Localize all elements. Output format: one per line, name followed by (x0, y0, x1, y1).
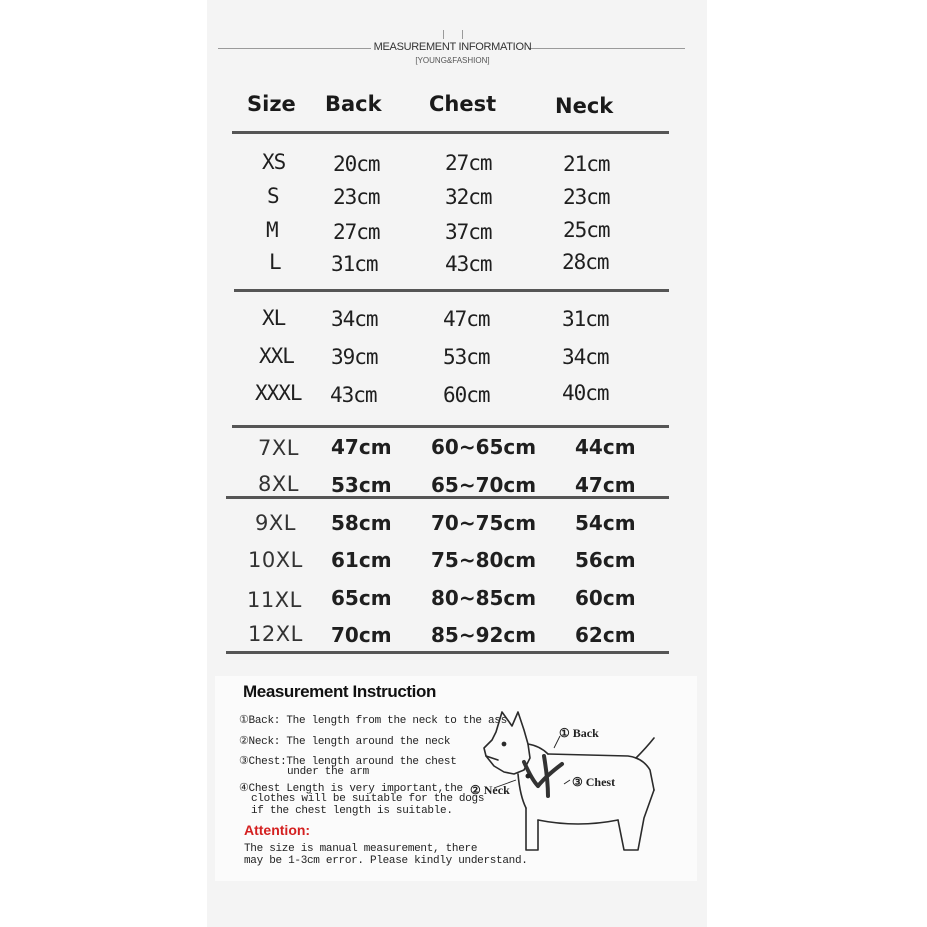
table-cell-neck: 23cm (563, 185, 610, 209)
table-cell-size: XS (262, 150, 286, 174)
table-cell-back: 53cm (331, 473, 392, 497)
table-cell-size: XXXL (255, 381, 302, 405)
table-cell-neck: 40cm (562, 381, 609, 405)
table-cell-size: 8XL (258, 472, 299, 496)
table-cell-back: 27cm (333, 220, 380, 244)
instruction-chest: ③Chest:The length around the chest (239, 756, 457, 768)
table-cell-chest: 60~65cm (431, 435, 537, 459)
header-line-left (218, 48, 371, 49)
table-cell-back: 43cm (330, 383, 377, 407)
header-line-right (528, 48, 685, 49)
table-rule-2 (232, 425, 669, 428)
col-header-neck: Neck (555, 94, 614, 118)
instruction-note-cont-2: if the chest length is suitable. (251, 805, 453, 817)
table-cell-chest: 47cm (443, 307, 490, 331)
attention-text-cont: may be 1-3cm error. Please kindly understand. (244, 855, 528, 867)
table-cell-back: 31cm (331, 252, 378, 276)
table-rule-header (232, 131, 669, 134)
instruction-note: ④Chest Length is very important,the (239, 783, 463, 795)
table-cell-chest: 32cm (445, 185, 492, 209)
table-cell-size: L (269, 250, 281, 274)
table-cell-size: M (266, 218, 278, 242)
table-cell-size: 9XL (255, 511, 296, 535)
instruction-chest-cont: under the arm (287, 766, 369, 778)
table-cell-neck: 34cm (562, 345, 609, 369)
table-cell-back: 61cm (331, 548, 392, 572)
instruction-note-cont: clothes will be suitable for the dogs (251, 793, 485, 805)
table-cell-chest: 80~85cm (431, 586, 537, 610)
table-cell-neck: 47cm (575, 473, 636, 497)
table-cell-chest: 85~92cm (431, 623, 537, 647)
table-cell-chest: 60cm (443, 383, 490, 407)
table-rule-1 (234, 289, 669, 292)
table-cell-neck: 60cm (575, 586, 636, 610)
header-tick-left (443, 30, 444, 39)
table-cell-chest: 75~80cm (431, 548, 537, 572)
table-cell-back: 20cm (333, 152, 380, 176)
table-cell-chest: 37cm (445, 220, 492, 244)
table-cell-chest: 53cm (443, 345, 490, 369)
table-cell-neck: 25cm (563, 218, 610, 242)
diagram-label-back: ① Back (559, 726, 599, 740)
table-cell-size: 7XL (258, 436, 299, 460)
table-cell-size: S (267, 184, 279, 208)
page-subtitle: [YOUNG&FASHION] (415, 56, 490, 65)
table-cell-back: 23cm (333, 185, 380, 209)
table-cell-size: XXL (259, 344, 294, 368)
table-cell-back: 34cm (331, 307, 378, 331)
table-cell-size: 10XL (248, 548, 303, 572)
table-cell-back: 70cm (331, 623, 392, 647)
table-cell-back: 58cm (331, 511, 392, 535)
table-cell-neck: 62cm (575, 623, 636, 647)
col-header-size: Size (247, 92, 296, 116)
instruction-back: ①Back: The length from the neck to the ass (239, 715, 507, 727)
attention-text: The size is manual measurement, there (244, 843, 478, 855)
table-cell-neck: 56cm (575, 548, 636, 572)
table-cell-back: 39cm (331, 345, 378, 369)
table-cell-size: XL (262, 306, 286, 330)
table-cell-chest: 43cm (445, 252, 492, 276)
table-cell-neck: 54cm (575, 511, 636, 535)
col-header-back: Back (325, 92, 382, 116)
attention-label: Attention: (244, 822, 311, 838)
table-cell-size: 12XL (248, 622, 303, 646)
instruction-title: Measurement Instruction (243, 682, 436, 701)
table-rule-bottom (226, 651, 669, 654)
table-cell-chest: 27cm (445, 151, 492, 175)
table-cell-back: 47cm (331, 435, 392, 459)
header-tick-right (462, 30, 463, 39)
table-cell-neck: 31cm (562, 307, 609, 331)
table-cell-back: 65cm (331, 586, 392, 610)
page-title: MEASUREMENT INFORMATION (373, 41, 532, 53)
col-header-chest: Chest (429, 92, 497, 116)
diagram-label-neck: ② Neck (470, 783, 510, 797)
diagram-label-chest: ③ Chest (572, 775, 616, 789)
table-cell-neck: 28cm (562, 250, 609, 274)
table-cell-size: 11XL (247, 588, 302, 612)
table-cell-chest: 70~75cm (431, 511, 537, 535)
table-cell-neck: 21cm (563, 152, 610, 176)
instruction-neck: ②Neck: The length around the neck (239, 736, 451, 748)
table-cell-chest: 65~70cm (431, 473, 537, 497)
table-cell-neck: 44cm (575, 435, 636, 459)
